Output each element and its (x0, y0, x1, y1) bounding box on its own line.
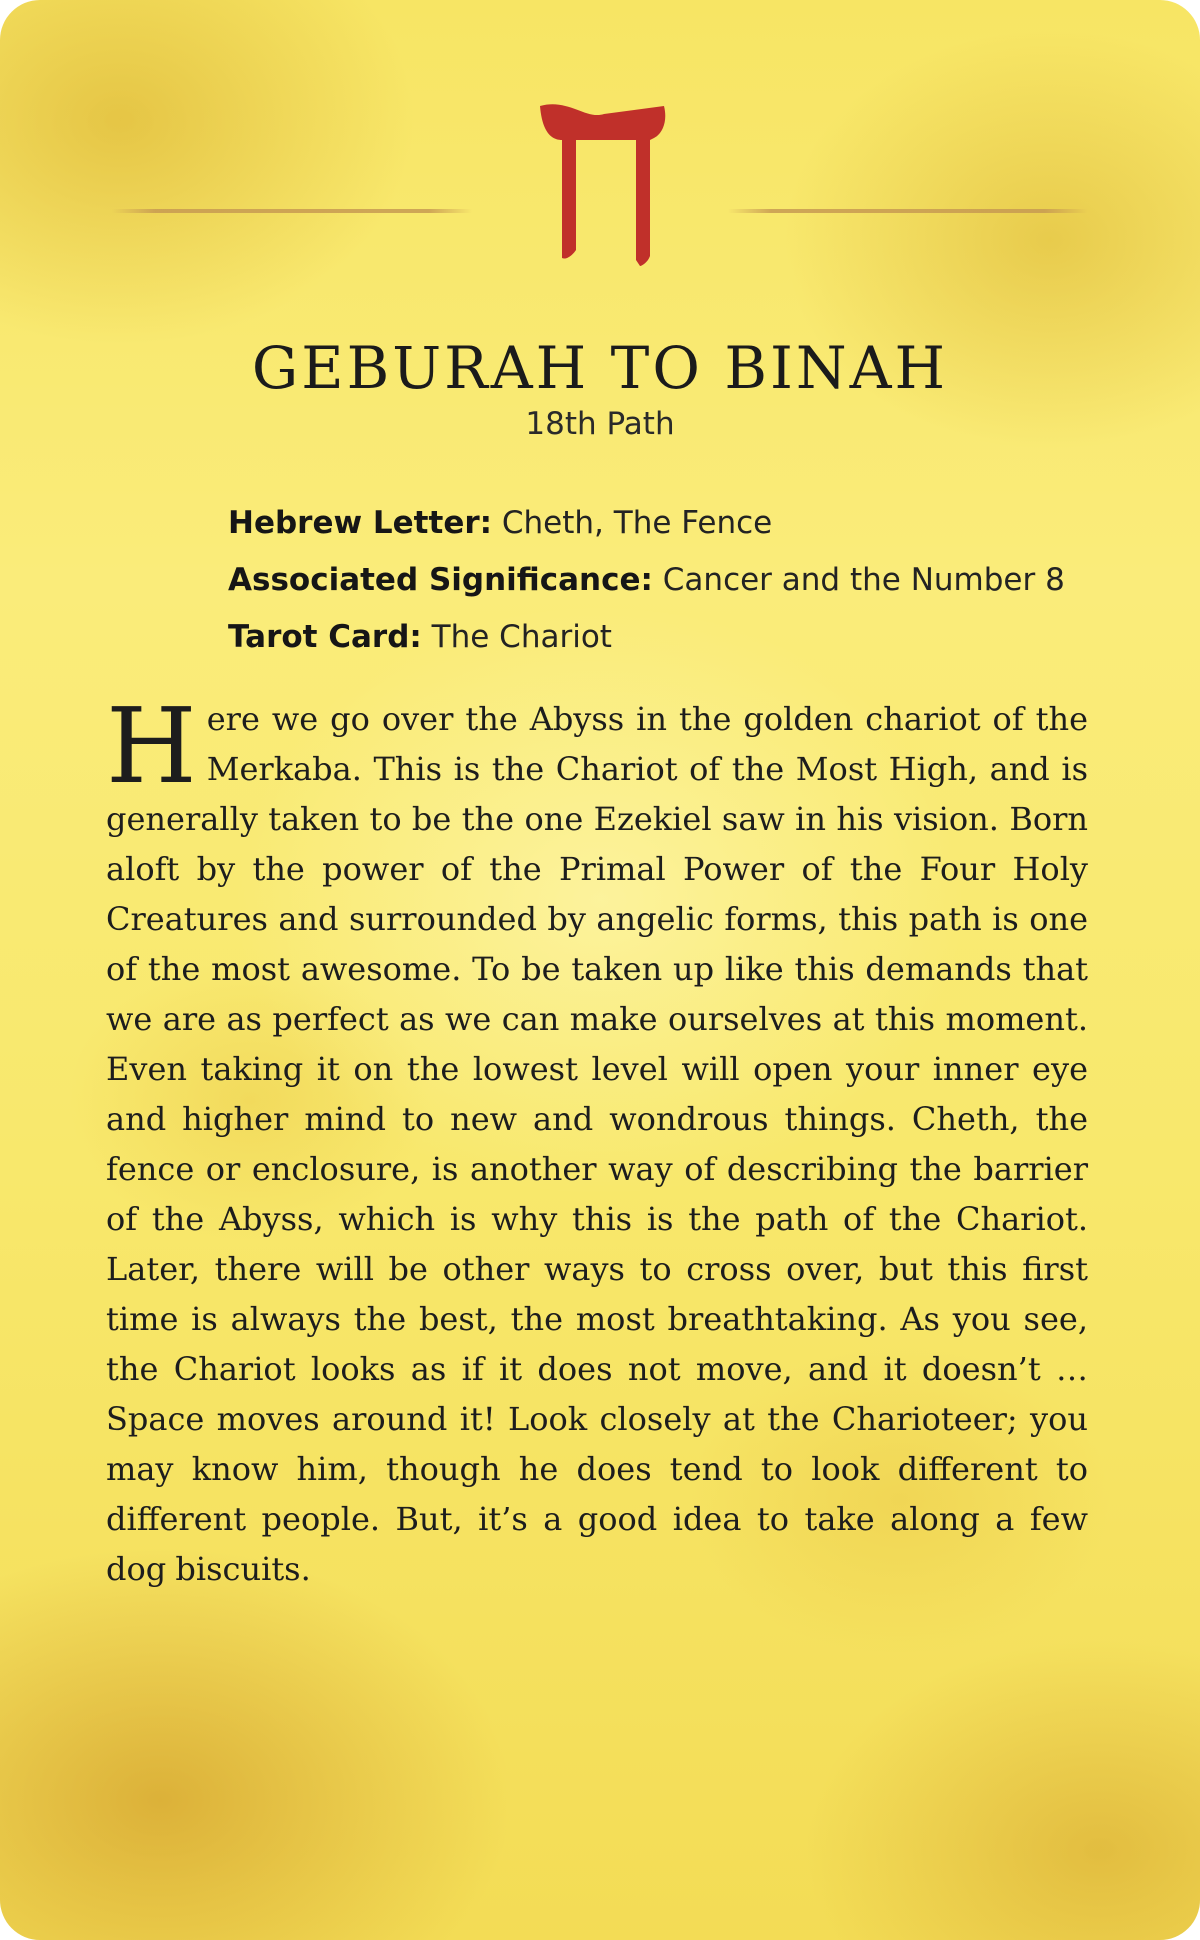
attribute-associated-significance (228, 552, 1128, 609)
body-paragraph (106, 685, 1088, 1594)
attribute-value: Cheth, The Fence (501, 505, 773, 541)
attribute-label: Associated Significance: (228, 562, 653, 598)
attribute-value: The Chariot (431, 619, 612, 655)
attribute-label: Hebrew Letter: (228, 505, 493, 541)
body-text: ere we go over the Abyss in the golden chariot of the Merkaba. This is the Chariot of the Most High, and is generally taken to be the one Ezekiel saw in his vision. Born aloft by the power of the Primal Power of the Four Holy Creatures and surrounded by angelic forms, this path is one of the most awesome. To be taken up like this demands that we are as perfect as we can make ourselves at this moment. Even taking it on the lowest level will open your inner eye and higher mind to new and wondrous things. Cheth, the fence or enclosure, is another way of describing the barrier of the Abyss, which is why this is the path of the Chariot. Later, there will be other ways to cross over, but this first time is always the best, the most breathtaking. As you see, the Chariot looks as if it does not move, and it doesn’t … Space moves around it! Look closely at the Charioteer; you may know him, though he does tend to look different to different people. But, it’s a good idea to take along a few dog biscuits. (106, 700, 1088, 1588)
drop-cap: H (106, 685, 197, 807)
attribute-value: Cancer and the Number 8 (662, 562, 1065, 598)
hebrew-letter-cheth-icon (528, 100, 672, 268)
card-subtitle: 18th Path (525, 406, 675, 442)
attribute-label: Tarot Card: (228, 619, 422, 655)
ornament-line-right (728, 209, 1088, 213)
attribute-tarot-card (228, 609, 1128, 666)
ornament-line-left (112, 209, 472, 213)
card-title: GEBURAH TO BINAH (251, 334, 949, 402)
attribute-list (228, 495, 1128, 666)
attribute-hebrew-letter (228, 495, 1128, 552)
